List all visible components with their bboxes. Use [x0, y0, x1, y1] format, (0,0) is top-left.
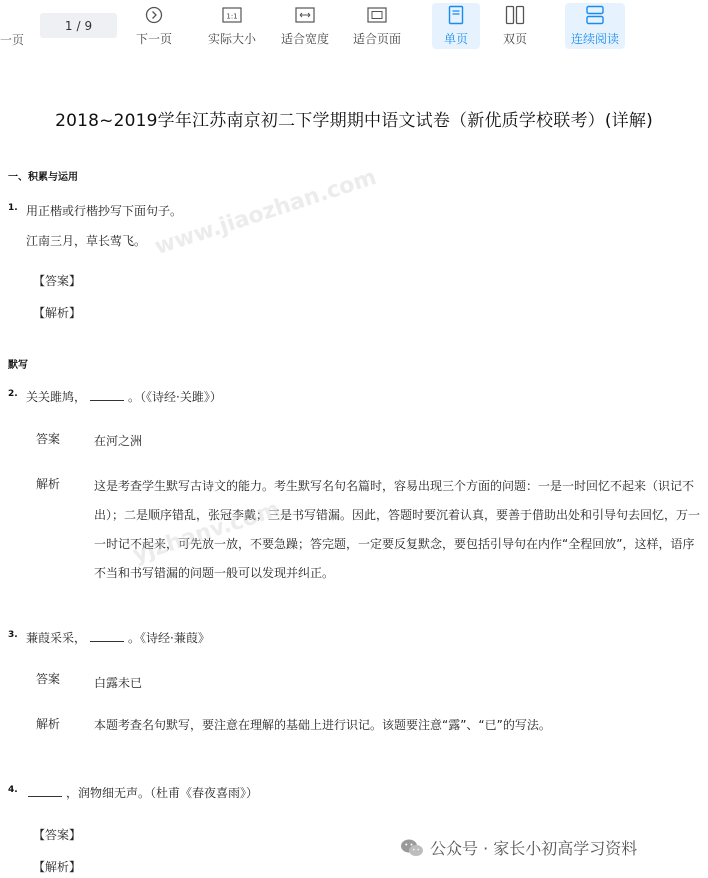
fit-width-button[interactable]	[279, 3, 331, 49]
page-separator: /	[76, 18, 81, 33]
double-page-icon	[505, 3, 525, 27]
question-3-explanation: 本题考查名句默写，要注意在理解的基础上进行识记。该题要注意“露”、“已”的写法。	[94, 718, 551, 732]
actual-size-icon-text: 1:1	[226, 12, 238, 21]
continuous-reading-label: 连续阅读	[570, 32, 619, 46]
single-page-label: 单页	[443, 32, 468, 46]
watermark: yjzhanv.com	[129, 496, 283, 569]
next-page-button[interactable]	[134, 3, 174, 49]
question-3-explain-label: 解析	[36, 717, 61, 731]
continuous-reading-icon	[585, 3, 605, 27]
watermark: www.jiaozhan.com	[151, 164, 380, 261]
question-4-explain-label: 【解析】	[33, 860, 82, 874]
single-page-button[interactable]	[432, 3, 480, 49]
answer-blank	[28, 785, 62, 797]
answer-blank	[90, 630, 124, 642]
question-2-explain-label: 解析	[36, 477, 61, 491]
chevron-right-circle-icon	[145, 3, 163, 27]
question-number-2: 2.	[8, 389, 18, 399]
double-page-label: 双页	[502, 32, 527, 46]
wechat-icon	[400, 838, 424, 858]
section-heading-2: 默写	[8, 360, 28, 371]
fit-page-label: 适合页面	[352, 32, 401, 46]
question-number-3: 3.	[8, 630, 18, 640]
question-2-answer-label: 答案	[36, 432, 61, 446]
question-1-explain-label: 【解析】	[33, 306, 82, 320]
question-2-explanation: 这是考查学生默写古诗文的能力。考生默写名句名篇时，容易出现三个方面的问题：一是一时回忆不起来（识记不出）；二是顺序错乱，张冠李戴；三是书写错漏。因此，答题时要沉着认真，要善于借助出处和引导句去回忆，万一一时记不起来，可先放一放，不要急躁；答完题，一定要反复默念，要包括引导句在内作“全程回放”，这样，语序不当和书写错漏的问题一般可以发现并纠正。	[94, 479, 701, 580]
question-2-before: 关关雎鸠，	[26, 390, 87, 404]
question-1-answer-label: 【答案】	[33, 274, 82, 288]
single-page-icon	[448, 3, 464, 27]
page-current[interactable]: 1	[64, 18, 73, 33]
question-3-answer-label: 答案	[36, 672, 61, 686]
page-total: 9	[84, 18, 93, 33]
question-3-text	[26, 629, 210, 646]
question-2-text	[26, 388, 222, 405]
section-heading-1: 一、积累与运用	[8, 172, 78, 183]
question-4-text	[26, 784, 258, 801]
question-3-after: 。《诗经·蒹葭》	[128, 631, 210, 645]
actual-size-button[interactable]	[206, 3, 258, 49]
wechat-brand	[400, 836, 637, 859]
question-3-answer: 白露未已	[94, 676, 143, 690]
actual-size-icon	[222, 3, 242, 27]
question-4-answer-label: 【答案】	[33, 828, 82, 842]
fit-page-button[interactable]	[351, 3, 403, 49]
question-1-line2: 江南三月，草长莺飞。	[26, 234, 147, 248]
question-2-answer: 在河之洲	[94, 434, 143, 448]
question-3-before: 蒹葭采采，	[26, 631, 87, 645]
next-page-label: 下一页	[135, 32, 172, 46]
double-page-button[interactable]	[495, 3, 535, 49]
question-number-4: 4.	[8, 785, 18, 795]
question-4-after: ，润物细无声。（杜甫《春夜喜雨》）	[66, 786, 259, 800]
prev-page-button[interactable]: 一页	[0, 33, 25, 47]
actual-size-label: 实际大小	[207, 32, 256, 46]
answer-blank	[90, 389, 124, 401]
page-indicator[interactable]	[40, 13, 117, 38]
continuous-reading-button[interactable]	[565, 3, 625, 49]
question-1-text: 用正楷或行楷抄写下面句子。	[26, 204, 183, 218]
question-2-after: 。（《诗经·关雎》）	[128, 390, 222, 404]
fit-width-label: 适合宽度	[280, 32, 329, 46]
viewer-toolbar	[0, 0, 708, 56]
fit-page-icon	[367, 3, 387, 27]
document-title: 2018~2019学年江苏南京初二下学期期中语文试卷（新优质学校联考）(详解)	[55, 111, 653, 131]
fit-width-icon	[295, 3, 315, 27]
wechat-brand-text: 公众号 · 家长小初高学习资料	[430, 839, 638, 858]
question-number-1: 1.	[8, 203, 18, 213]
